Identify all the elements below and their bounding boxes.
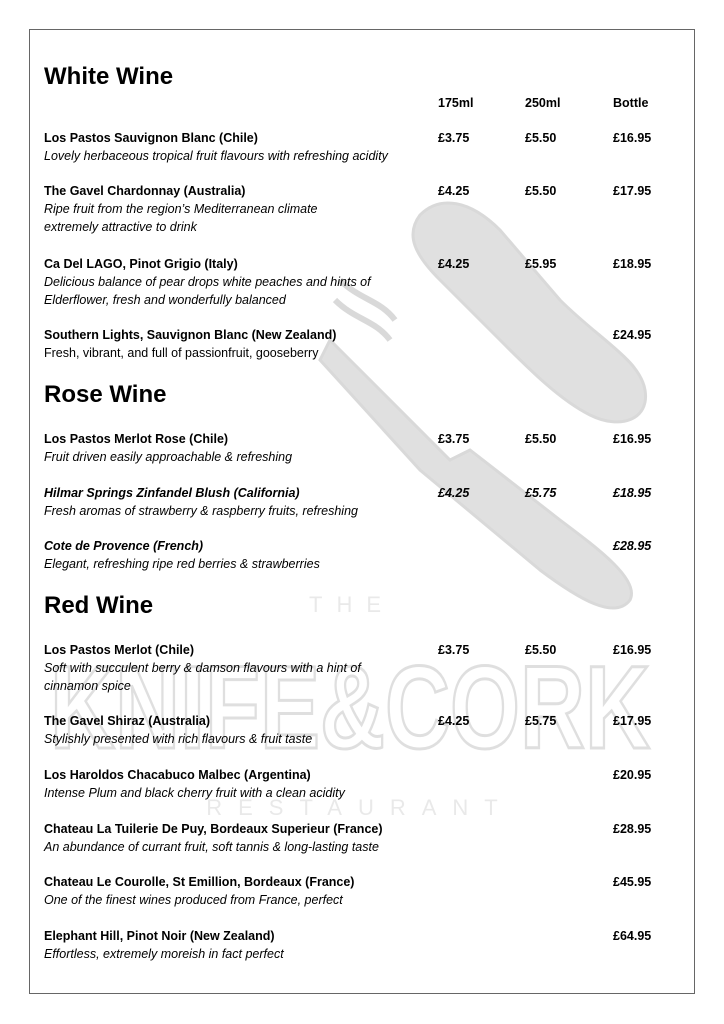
wine-name: Elephant Hill, Pinot Noir (New Zealand): [44, 929, 275, 943]
wine-name: Southern Lights, Sauvignon Blanc (New Zealand): [44, 328, 337, 342]
column-header-bottle: Bottle: [613, 96, 649, 110]
wine-item: [44, 129, 704, 165]
wine-name: Ca Del LAGO, Pinot Grigio (Italy): [44, 257, 238, 271]
price-250ml: £5.75: [525, 486, 557, 500]
wine-item: [44, 255, 704, 309]
wine-name: Los Pastos Merlot Rose (Chile): [44, 432, 229, 446]
price-bottle: £18.95: [613, 257, 652, 271]
wine-description: Intense Plum and black cherry fruit with a clean acidity: [44, 786, 345, 800]
price-bottle: £17.95: [613, 714, 652, 728]
price-bottle: £28.95: [613, 822, 652, 836]
price-175ml: £3.75: [438, 432, 470, 446]
column-header-250ml: 250ml: [525, 96, 561, 110]
price-bottle: £45.95: [613, 875, 652, 889]
wine-description: An abundance of currant fruit, soft tannis & long-lasting taste: [44, 840, 379, 854]
price-bottle: £64.95: [613, 929, 652, 943]
wine-name: The Gavel Chardonnay (Australia): [44, 184, 246, 198]
price-bottle: £28.95: [613, 539, 652, 553]
price-175ml: £4.25: [438, 486, 470, 500]
wine-item: [44, 873, 704, 909]
wine-name: Los Pastos Sauvignon Blanc (Chile): [44, 131, 258, 145]
wine-item: [44, 326, 704, 362]
price-250ml: £5.50: [525, 643, 557, 657]
wine-name: Los Haroldos Chacabuco Malbec (Argentina): [44, 768, 311, 782]
price-250ml: £5.50: [525, 432, 557, 446]
price-250ml: £5.50: [525, 131, 557, 145]
wine-description: One of the finest wines produced from France, perfect: [44, 893, 343, 907]
wine-name: Chateau La Tuilerie De Puy, Bordeaux Superieur (France): [44, 822, 383, 836]
price-bottle: £24.95: [613, 328, 652, 342]
wine-name: The Gavel Shiraz (Australia): [44, 714, 211, 728]
wine-item: [44, 430, 704, 466]
column-header-175ml: 175ml: [438, 96, 474, 110]
price-250ml: £5.75: [525, 714, 557, 728]
price-bottle: £16.95: [613, 643, 652, 657]
price-bottle: £18.95: [613, 486, 652, 500]
watermark-top-text: THE: [309, 592, 395, 617]
wine-name: Chateau Le Courolle, St Emillion, Bordeaux (France): [44, 875, 355, 889]
wine-description: Soft with succulent berry & damson flavours with a hint of cinnamon spice: [44, 661, 361, 693]
wine-item: [44, 537, 704, 573]
price-250ml: £5.95: [525, 257, 557, 271]
wine-description: Effortless, extremely moreish in fact perfect: [44, 947, 284, 961]
wine-item: [44, 927, 704, 963]
wine-name: Cote de Provence (French): [44, 539, 204, 553]
watermark-main-text: KNIFE&CORK: [50, 642, 650, 774]
wine-item: [44, 766, 704, 802]
wine-description: Delicious balance of pear drops white peaches and hints of Elderflower, fresh and wonderfully balanced: [44, 275, 371, 307]
wine-name: Los Pastos Merlot (Chile): [44, 643, 195, 657]
wine-item: [44, 641, 704, 695]
wine-item: [44, 484, 704, 520]
section-title-rose: Rose Wine: [44, 381, 167, 408]
wine-item: [44, 820, 704, 856]
wine-description: Elegant, refreshing ripe red berries & strawberries: [44, 557, 320, 571]
price-175ml: £4.25: [438, 257, 470, 271]
wine-description: Stylishly presented with rich flavours & fruit taste: [44, 732, 313, 746]
price-175ml: £3.75: [438, 643, 470, 657]
wine-item: [44, 182, 704, 236]
price-bottle: £17.95: [613, 184, 652, 198]
wine-description: Fresh aromas of strawberry & raspberry fruits, refreshing: [44, 504, 358, 518]
section-title-white: White Wine: [44, 63, 174, 90]
wine-name: Hilmar Springs Zinfandel Blush (California): [44, 486, 300, 500]
price-bottle: £20.95: [613, 768, 652, 782]
section-title-red: Red Wine: [44, 592, 154, 619]
price-bottle: £16.95: [613, 131, 652, 145]
price-bottle: £16.95: [613, 432, 652, 446]
wine-item: [44, 712, 704, 748]
price-250ml: £5.50: [525, 184, 557, 198]
wine-description: Fresh, vibrant, and full of passionfruit, gooseberry: [44, 346, 319, 360]
wine-description: Fruit driven easily approachable & refreshing: [44, 450, 293, 464]
price-175ml: £4.25: [438, 714, 470, 728]
wine-description: Lovely herbaceous tropical fruit flavours with refreshing acidity: [44, 149, 388, 163]
price-175ml: £4.25: [438, 184, 470, 198]
watermark-bottom-text: RESTAURANT: [206, 795, 514, 820]
wine-description: Ripe fruit from the region’s Mediterranean climate extremely attractive to drink: [44, 202, 318, 234]
price-175ml: £3.75: [438, 131, 470, 145]
